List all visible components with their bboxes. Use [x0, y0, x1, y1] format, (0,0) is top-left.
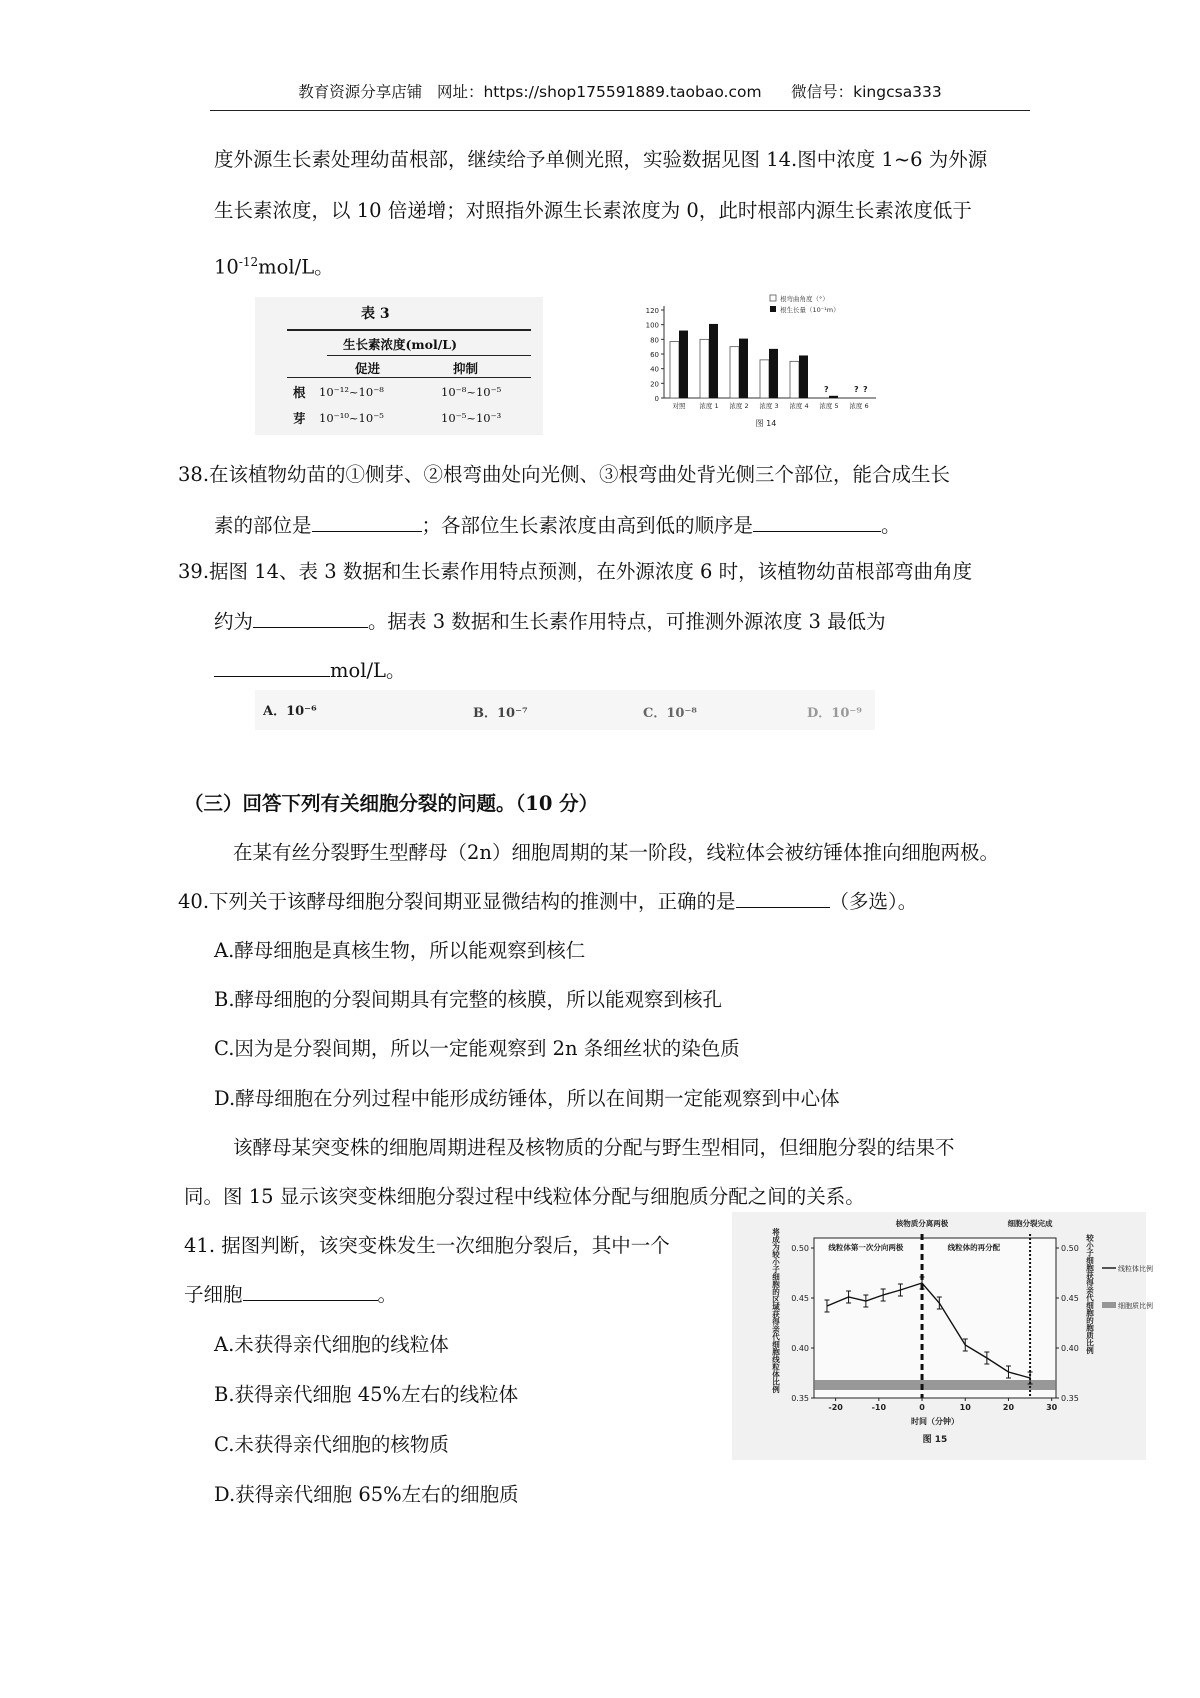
- x-tick-label: 浓度 2: [729, 402, 749, 410]
- intro-base: 10: [214, 255, 239, 279]
- q38-text-b: ；各部位生长素浓度由高到低的顺序是: [421, 514, 754, 537]
- q39-answer-blank-2[interactable]: [214, 658, 330, 677]
- header-rule: [210, 110, 1030, 111]
- q39-option-a[interactable]: A．10⁻⁶: [263, 704, 317, 719]
- y-tick-label: 60: [650, 351, 659, 359]
- x-tick-label: 20: [1002, 1403, 1015, 1412]
- y-tick-label: 0: [654, 395, 659, 403]
- page-header: 教育资源分享店铺 网址：https://shop175591889.taobao.com 微信号：kingcsa333: [298, 83, 942, 101]
- table-row-root: 根: [293, 385, 306, 400]
- table-row-bud: 芽: [293, 411, 306, 426]
- bar-angle: [790, 361, 799, 398]
- q38-line-1: 38.在该植物幼苗的①侧芽、②根弯曲处向光侧、③根弯曲处背光侧三个部位，能合成生长: [178, 463, 951, 486]
- x-tick-label: -10: [871, 1403, 887, 1412]
- bar-length: [679, 331, 688, 398]
- table-root-inhibit: 10⁻⁸~10⁻⁵: [441, 385, 502, 399]
- q41-line-1: 41. 据图判断，该突变株发生一次细胞分裂后，其中一个: [184, 1234, 670, 1257]
- q38-answer-blank-2[interactable]: [753, 513, 881, 532]
- q39-text-a: 约为: [214, 610, 254, 633]
- q40-stem-b: （多选）。: [829, 890, 918, 913]
- x-tick-label: 浓度 4: [789, 402, 809, 410]
- table-col-promote: 促进: [355, 361, 381, 376]
- para-2-line-2: 同。图 15 显示该突变株细胞分裂过程中线粒体分配与细胞质分配之间的关系。: [184, 1185, 865, 1208]
- x-tick-label: 0: [919, 1403, 925, 1412]
- section-3-intro: 在某有丝分裂野生型酵母（2n）细胞周期的某一阶段，线粒体会被纺锤体推向细胞两极。: [233, 841, 999, 864]
- q40-stem: [178, 888, 917, 916]
- legend-band-swatch: [1102, 1302, 1116, 1308]
- cytoplasm-band: [814, 1380, 1056, 1390]
- legend-swatch-angle: [770, 295, 776, 301]
- para-2-line-1: 该酵母某突变株的细胞周期进程及核物质的分配与野生型相同，但细胞分裂的结果不: [233, 1136, 955, 1159]
- legend-band-label: 细胞质比例: [1118, 1302, 1153, 1310]
- intro-line-1: 度外源生长素处理幼苗根部，继续给予单侧光照，实验数据见图 14.图中浓度 1~6 为外源: [214, 148, 988, 171]
- q38-line-2: [214, 512, 901, 540]
- bar-length: [739, 339, 748, 398]
- q38-text-c: 。: [881, 514, 901, 537]
- q41-option-c[interactable]: C.未获得亲代细胞的核物质: [214, 1433, 449, 1456]
- intro-line-2: 生长素浓度，以 10 倍递增；对照指外源生长素浓度为 0，此时根部内源生长素浓度低于: [214, 199, 972, 222]
- q40-option-d[interactable]: D.酵母细胞在分列过程中能形成纺锤体，所以在间期一定能观察到中心体: [214, 1087, 840, 1110]
- top-label-nuclear: 核物质分离两极: [895, 1219, 949, 1228]
- right-tick-label: 0.50: [1061, 1244, 1079, 1253]
- q39-options-strip: [255, 690, 875, 730]
- q38-text-a: 素的部位是: [214, 514, 312, 537]
- plot-frame: [814, 1238, 1056, 1398]
- legend-line-label: 线粒体比例: [1118, 1265, 1153, 1273]
- figure-14-caption: 图 14: [755, 419, 777, 428]
- bar-length: [769, 349, 778, 398]
- y-tick-label: 100: [645, 321, 659, 330]
- q39-line-2: [214, 608, 886, 636]
- x-tick-label: 浓度 5: [819, 402, 839, 410]
- left-tick-label: 0.45: [791, 1294, 809, 1303]
- q39-option-b[interactable]: B．10⁻⁷: [473, 706, 528, 721]
- q39-unit: mol/L。: [330, 659, 406, 682]
- bar-angle: [700, 339, 709, 398]
- legend-swatch-length: [770, 306, 776, 312]
- q38-answer-blank-1[interactable]: [312, 513, 422, 532]
- section-3-title: （三）回答下列有关细胞分裂的问题。（10 分）: [184, 792, 599, 815]
- x-tick-label: -20: [828, 1403, 843, 1412]
- x-tick-label: 浓度 1: [699, 402, 719, 410]
- q39-text-b: 。据表 3 数据和生长素作用特点，可推测外源浓度 3 最低为: [368, 610, 886, 633]
- intro-line-3: [214, 248, 334, 282]
- q41-line-2: [184, 1281, 397, 1309]
- table-mid-rule: [327, 355, 531, 356]
- x-tick-label: 30: [1046, 1403, 1058, 1412]
- q40-option-c[interactable]: C.因为是分裂间期，所以一定能观察到 2n 条细丝状的染色质: [214, 1037, 740, 1060]
- right-tick-label: 0.45: [1061, 1294, 1079, 1303]
- table-header: 生长素浓度(mol/L): [343, 337, 457, 352]
- q41-option-a[interactable]: A.未获得亲代细胞的线粒体: [214, 1333, 449, 1356]
- x-axis-title: 时间（分钟）: [911, 1417, 959, 1426]
- bar-angle: [760, 360, 769, 398]
- y-tick-label: 80: [650, 336, 659, 345]
- figure-15-line-chart: [732, 1212, 1153, 1460]
- figure-14-bar-chart: [640, 292, 890, 434]
- unknown-label: ?: [854, 385, 859, 394]
- y-tick-label: 40: [650, 365, 659, 374]
- q41-text-a: 子细胞: [184, 1283, 243, 1306]
- legend-label-length: 根生长量（10⁻¹m）: [780, 306, 840, 314]
- figure-15-caption: 图 15: [922, 1435, 948, 1445]
- bar-angle: [730, 347, 739, 398]
- table-header-rule: [287, 377, 531, 378]
- x-tick-label: 浓度 6: [849, 402, 869, 410]
- phase-box-2: 线粒体的再分配: [947, 1243, 1001, 1252]
- q39-option-c[interactable]: C．10⁻⁸: [643, 706, 697, 721]
- q41-option-d[interactable]: D.获得亲代细胞 65%左右的细胞质: [214, 1483, 519, 1506]
- table-title: 表 3: [361, 306, 390, 322]
- table-col-inhibit: 抑制: [453, 361, 479, 376]
- q41-text-b: 。: [377, 1283, 398, 1306]
- y-tick-label: 20: [650, 380, 659, 389]
- bar-angle: [670, 342, 679, 398]
- q39-answer-blank-1[interactable]: [253, 609, 368, 628]
- x-tick-label: 对照: [672, 402, 686, 410]
- table-3: [255, 297, 543, 435]
- q39-line-3: [214, 657, 406, 685]
- table-bud-promote: 10⁻¹⁰~10⁻⁵: [319, 411, 384, 425]
- table-bud-inhibit: 10⁻⁵~10⁻³: [441, 411, 502, 425]
- x-tick-label: 10: [959, 1403, 971, 1412]
- q41-answer-blank[interactable]: [243, 1282, 378, 1301]
- left-tick-label: 0.35: [791, 1394, 809, 1403]
- phase-box-1: 线粒体第一次分向两极: [828, 1243, 904, 1252]
- q40-stem-a: 40.下列关于该酵母细胞分裂间期亚显微结构的推测中，正确的是: [178, 890, 736, 913]
- q40-option-a[interactable]: A.酵母细胞是真核生物，所以能观察到核仁: [214, 939, 586, 962]
- q39-line-1: 39.据图 14、表 3 数据和生长素作用特点预测，在外源浓度 6 时，该植物幼苗根部弯曲角度: [178, 560, 973, 583]
- q39-option-d[interactable]: D．10⁻⁹: [807, 706, 862, 721]
- right-tick-label: 0.40: [1061, 1344, 1079, 1353]
- q40-answer-blank[interactable]: [736, 889, 830, 908]
- q41-option-b[interactable]: B.获得亲代细胞 45%左右的线粒体: [214, 1383, 519, 1406]
- bar-length: [709, 324, 718, 398]
- y-tick-label: 120: [645, 307, 659, 315]
- unknown-label: ?: [824, 385, 829, 394]
- table-root-promote: 10⁻¹²~10⁻⁸: [319, 385, 384, 399]
- top-label-done: 细胞分裂完成: [1007, 1219, 1053, 1228]
- left-tick-label: 0.40: [791, 1344, 809, 1353]
- right-axis-title: 较小子细胞获得亲代细胞的胞质比例: [1085, 1234, 1095, 1354]
- unknown-label: ?: [863, 385, 868, 394]
- right-tick-label: 0.35: [1061, 1394, 1079, 1403]
- legend-label-angle: 根弯曲角度（°）: [780, 295, 829, 303]
- left-axis-title: 将成为较小子细胞的区域获得亲代细胞线粒体比例: [771, 1228, 781, 1393]
- table-top-rule: [287, 329, 531, 331]
- q40-option-b[interactable]: B.酵母细胞的分裂间期具有完整的核膜，所以能观察到核孔: [214, 988, 723, 1011]
- bar-length: [799, 355, 808, 398]
- intro-unit: mol/L。: [258, 255, 334, 279]
- intro-exponent: -12: [238, 255, 259, 269]
- bar-length: [829, 396, 838, 398]
- left-tick-label: 0.50: [791, 1244, 809, 1253]
- x-tick-label: 浓度 3: [759, 402, 779, 410]
